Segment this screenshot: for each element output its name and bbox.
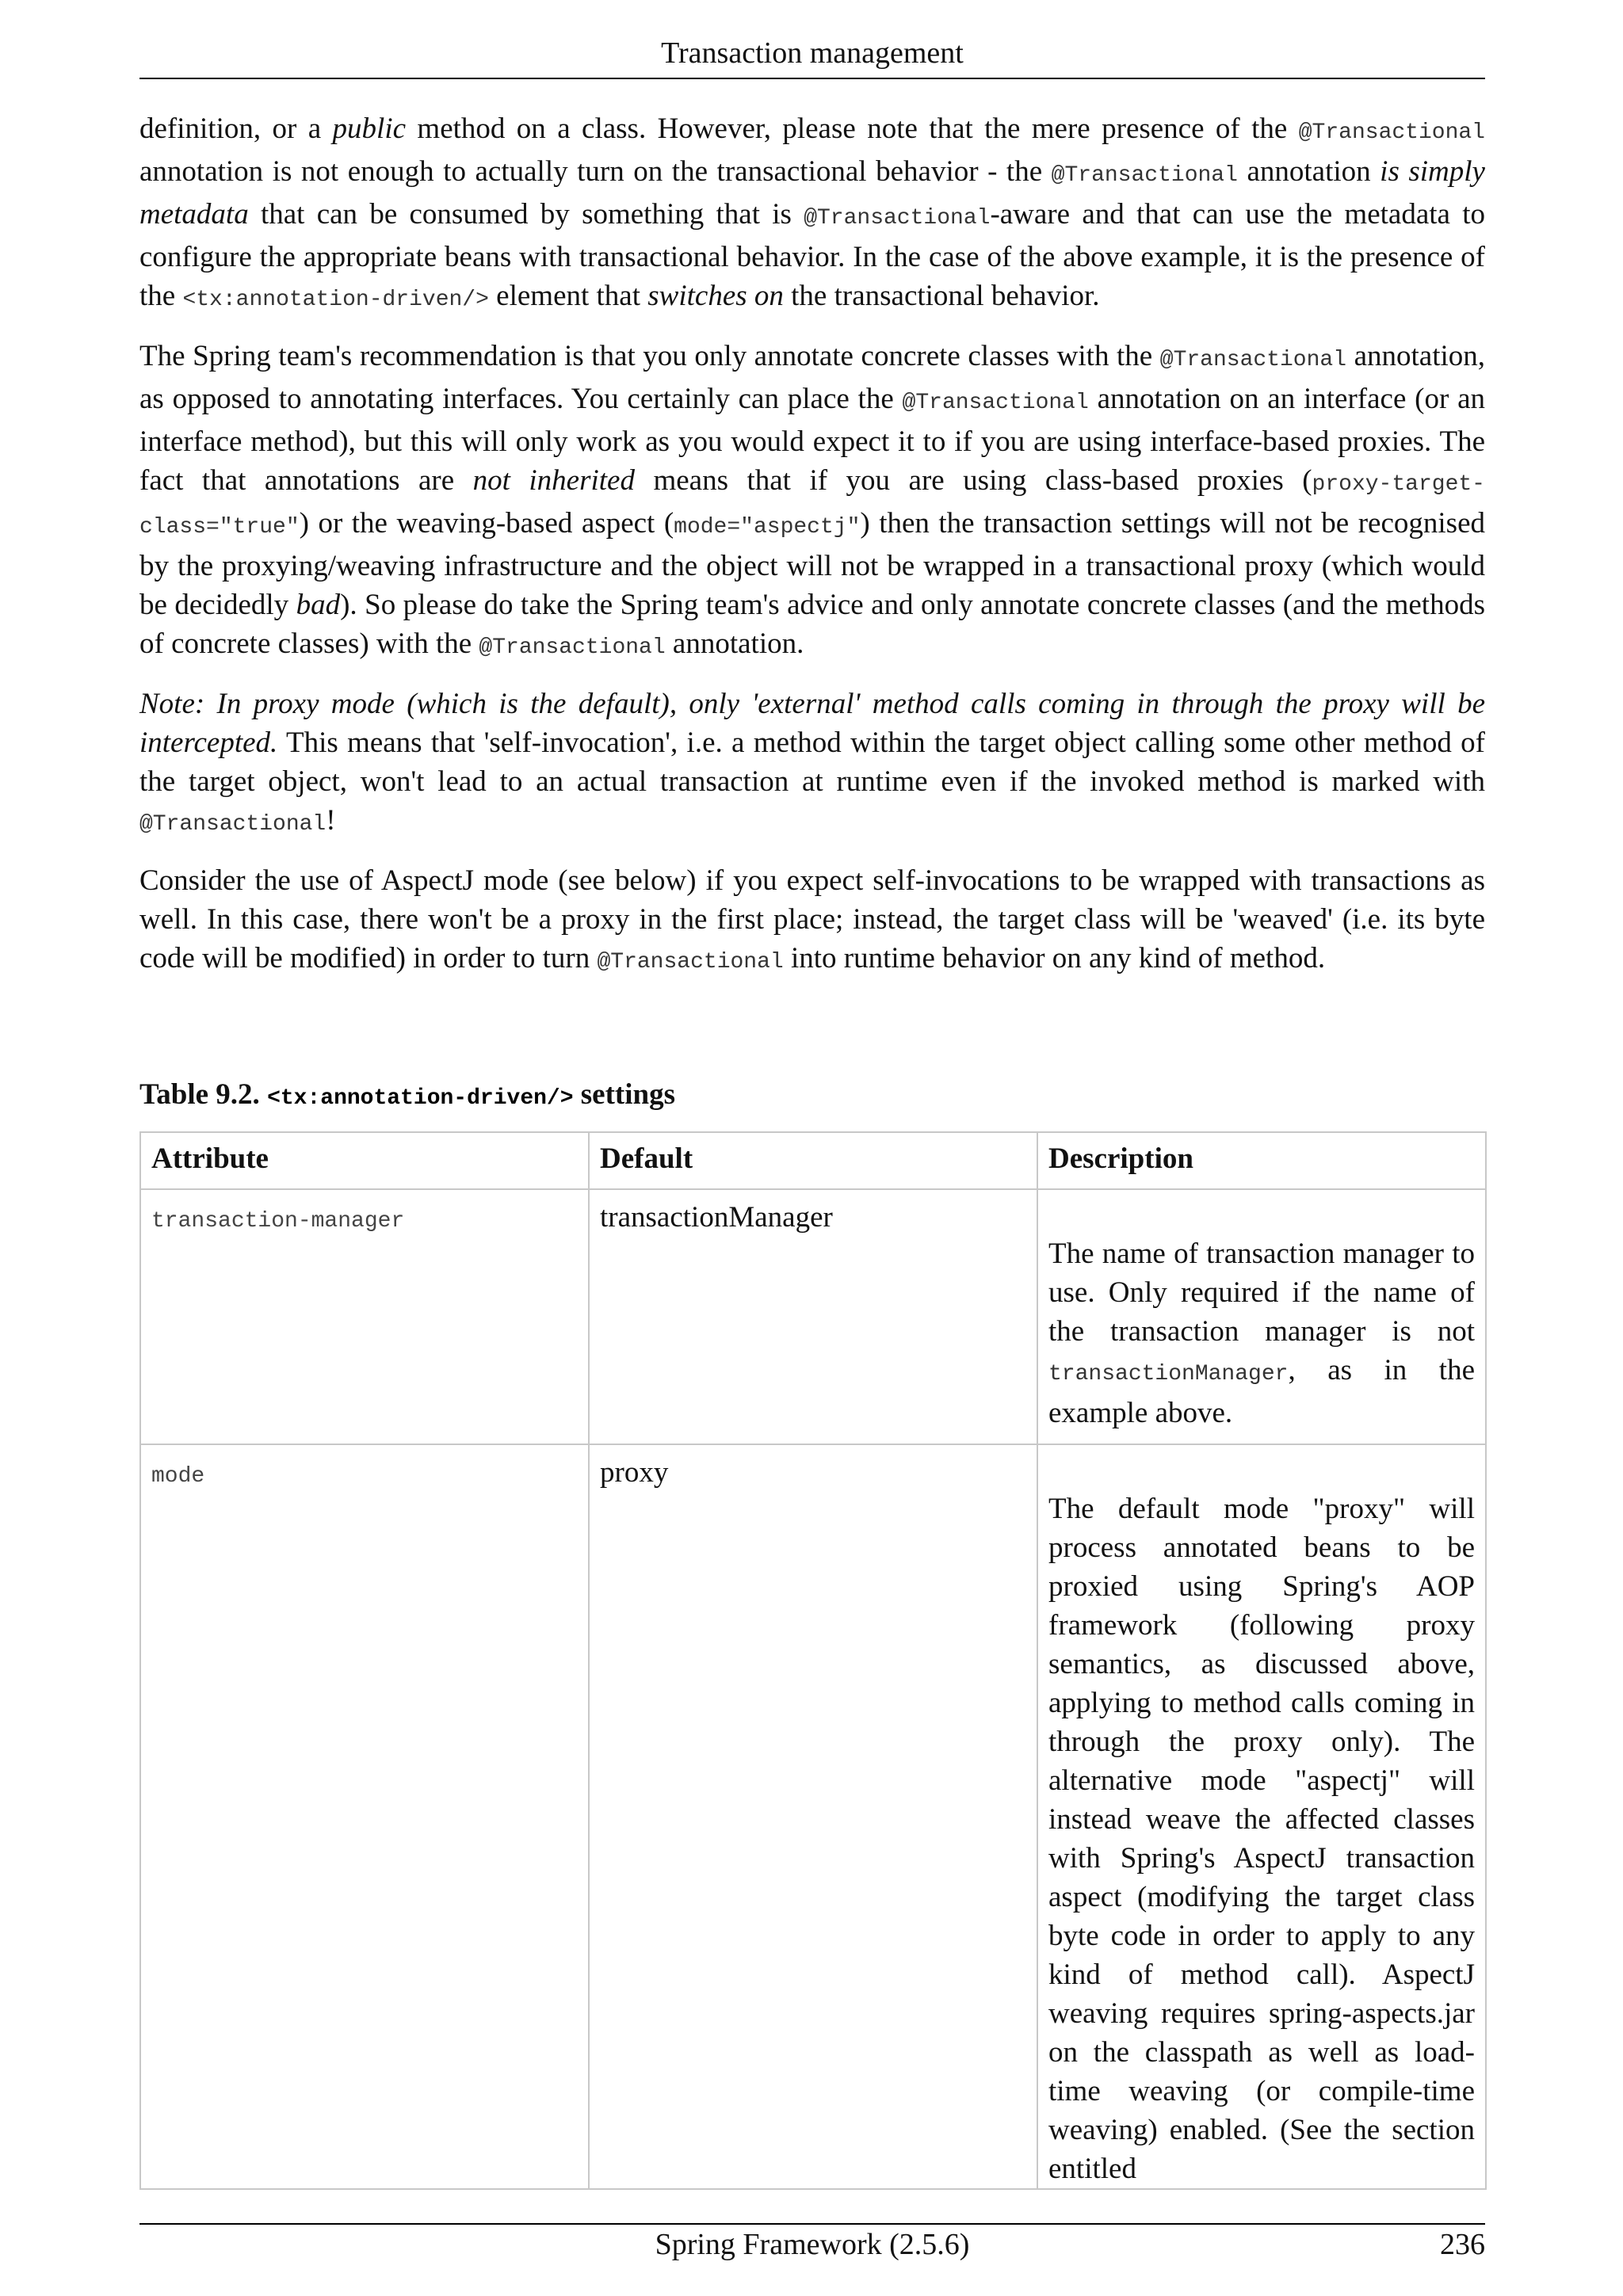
column-header-default: Default: [589, 1132, 1037, 1189]
code-inline: proxy-target-class="true": [139, 472, 1485, 540]
default-cell: transactionManager: [589, 1189, 1037, 1444]
paragraph-1: definition, or a public method on a class. However, please note that the mere presence of the @Transactional annotation is not enough to actually turn on the transactional behavior - the @Transactional annotation is simply metadata that can be consumed by something that is @Transactional-aware and that can use the metadata to configure the appropriate beans with transactional behavior. In the case of the above example, it is the presence of the <tx:annotation-driven/> element that switches on the transactional behavior.: [139, 113, 1486, 312]
table-row: [140, 1189, 1486, 1444]
paragraph-3-note: Note: In proxy mode (which is the default), only 'external' method calls coming in through the proxy will be intercepted. This means that 'self-invocation', i.e. a method within the target object calling some other method of the target object, won't lead to an actual transaction at runtime even if the invoked method is marked with @Transactional!: [139, 688, 1485, 837]
page-number: 236: [1440, 2228, 1485, 2261]
description-cell: The default mode "proxy" will process annotated beans to be proxied using Spring's AOP framework (following proxy semantics, as discussed above, applying to method calls coming in through the proxy only). The alternative mode "aspectj" will instead weave the affected classes with Spring's AspectJ transaction aspect (modifying the target class byte code in order to apply to any kind of method call). AspectJ weaving requires spring-aspects.jar on the classpath as well as load-time weaving (or compile-time weaving) enabled. (See the section entitled: [1037, 1444, 1486, 2189]
default-cell: proxy: [589, 1444, 1037, 2189]
attribute-name: mode: [151, 1464, 205, 1489]
code-inline: <tx:annotation-driven/>: [182, 288, 489, 312]
footer-title: Spring Framework (2.5.6): [655, 2228, 970, 2261]
code-inline: @Transactional: [1051, 163, 1238, 188]
document-page: [139, 0, 1485, 2296]
description-cell: The name of transaction manager to use. Only required if the name of the transaction manager is not transactionManager, as in the example above.: [1037, 1189, 1486, 1444]
code-inline: <tx:annotation-driven/>: [267, 1086, 574, 1111]
code-inline: @Transactional: [479, 635, 666, 660]
column-header-attribute: Attribute: [140, 1132, 589, 1189]
code-inline: @Transactional: [804, 206, 991, 231]
table-caption: Table 9.2. <tx:annotation-driven/> settings: [139, 1078, 676, 1111]
code-inline: @Transactional: [1159, 348, 1347, 372]
column-header-description: Description: [1037, 1132, 1486, 1189]
paragraph-2: The Spring team's recommendation is that you only annotate concrete classes with the @Transactional annotation, as opposed to annotating interfaces. You certainly can place the @Transactional annotation on an interface (or an interface method), but this will only work as you would expect it to if you are using interface-based proxies. The fact that annotations are not inherited means that if you are using class-based proxies (proxy-target-class="true") or the weaving-based aspect (mode="aspectj") then the transaction settings will not be recognised by the proxying/weaving infrastructure and the object will not be wrapped in a transactional proxy (which would be decidedly bad). So please do take the Spring team's advice and only annotate concrete classes (and the methods of concrete classes) with the @Transactional annotation.: [139, 340, 1486, 660]
body-text: [139, 109, 1485, 999]
footer-rule: [139, 2223, 1485, 2225]
code-inline: @Transactional: [597, 950, 784, 974]
code-inline: mode="aspectj": [674, 515, 861, 540]
code-inline: transactionManager: [1048, 1362, 1289, 1386]
settings-table: [139, 1131, 1487, 2190]
code-inline: @Transactional: [902, 391, 1089, 415]
code-inline: @Transactional: [139, 812, 327, 837]
attribute-name: transaction-manager: [151, 1209, 405, 1234]
table-header-row: [140, 1132, 1486, 1189]
table-row: [140, 1444, 1486, 2189]
attribute-cell: [140, 1189, 589, 1444]
paragraph-4: Consider the use of AspectJ mode (see below) if you expect self-invocations to be wrapped with transactions as well. In this case, there won't be a proxy in the first place; instead, the target class will be 'weaved' (i.e. its byte code will be modified) in order to turn @Transactional into runtime behavior on any kind of method.: [139, 864, 1485, 974]
attribute-cell: [140, 1444, 589, 2189]
code-inline: @Transactional: [1298, 120, 1485, 145]
header-rule: [139, 78, 1485, 79]
running-header: Transaction management: [661, 36, 964, 70]
